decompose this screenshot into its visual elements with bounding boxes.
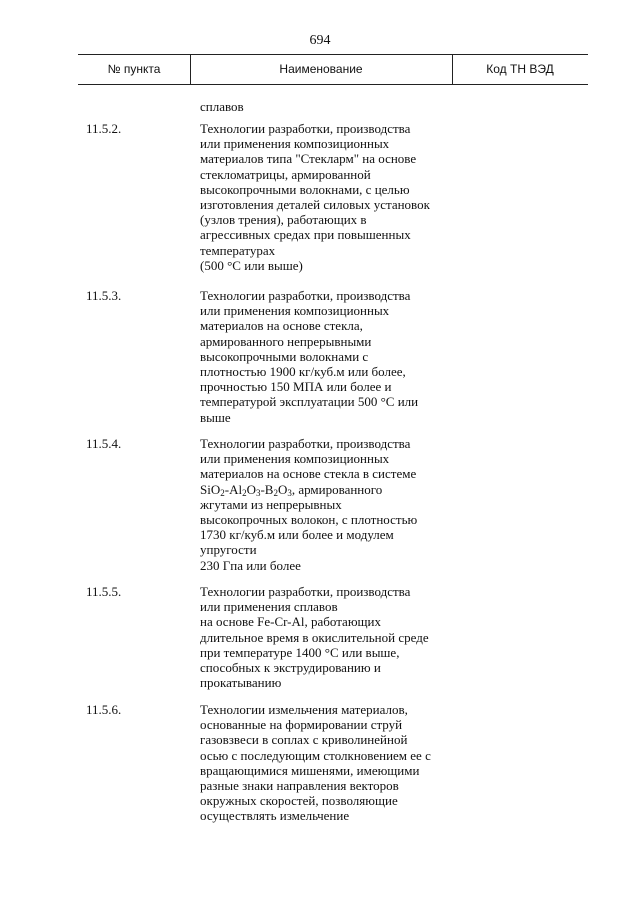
description-line: (500 °C или выше) bbox=[200, 257, 303, 273]
description-line: способных к экструдированию и bbox=[200, 660, 381, 676]
description-line: (узлов трения), работающих в bbox=[200, 212, 367, 228]
subscript: 2 bbox=[242, 487, 247, 498]
header-top-rule bbox=[78, 54, 588, 55]
subscript: 2 bbox=[273, 487, 278, 498]
description-line: Технологии разработки, производства bbox=[200, 584, 411, 599]
entry-description bbox=[200, 288, 470, 425]
description-line: $SiO_2-Al_2O_3-B_2O_3$, армированного bbox=[200, 481, 383, 498]
description-line: упругости bbox=[200, 542, 257, 558]
description-line: температурах bbox=[200, 242, 276, 258]
description-line: материалов на основе стекла, bbox=[200, 318, 363, 334]
description-line: осуществлять измельчение bbox=[200, 808, 350, 824]
description-line: Технологии разработки, производства bbox=[200, 436, 411, 451]
entry-number: 11.5.3. bbox=[86, 288, 122, 303]
description-line: осью с последующим столкновением ее с bbox=[200, 747, 431, 763]
description-line: прочностью 150 МПА или более и bbox=[200, 379, 392, 395]
description-line: или применения композиционных bbox=[200, 303, 390, 319]
entry-description bbox=[200, 702, 470, 824]
description-line: стекломатрицы, армированной bbox=[200, 166, 371, 182]
description-line: материалов типа "Стекларм" на основе bbox=[200, 151, 417, 167]
entry-number: 11.5.2. bbox=[86, 121, 122, 136]
subscript: 3 bbox=[287, 487, 292, 498]
entry-description bbox=[200, 121, 470, 273]
description-line: или применения композиционных bbox=[200, 136, 390, 152]
entry-description bbox=[200, 584, 470, 690]
header-bottom-rule bbox=[78, 84, 588, 85]
description-line: армированного непрерывными bbox=[200, 333, 372, 349]
description-line: высокопрочных волокон, с плотностью bbox=[200, 512, 418, 528]
description-line: газовзвеси в соплах с криволинейной bbox=[200, 732, 408, 748]
subscript: 2 bbox=[220, 487, 225, 498]
description-line: прокатыванию bbox=[200, 675, 282, 691]
description-line: Технологии измельчения материалов, bbox=[200, 702, 408, 717]
description-line: вращающимися мишенями, имеющими bbox=[200, 762, 420, 778]
page-number: 694 bbox=[309, 33, 331, 48]
description-line: температурой эксплуатации 500 °C или bbox=[200, 394, 419, 410]
column-header-number: № пункта bbox=[107, 62, 161, 76]
subscript: 3 bbox=[255, 487, 261, 498]
continuation-text bbox=[200, 99, 470, 114]
description-line: основанные на формировании струй bbox=[200, 717, 403, 733]
description-line: 1730 кг/куб.м или более и модулем bbox=[200, 527, 394, 543]
description-line: выше bbox=[200, 409, 231, 425]
column-header-name: Наименование bbox=[279, 62, 363, 76]
description-line: высокопрочными волокнами с bbox=[200, 348, 369, 364]
description-line: изготовления деталей силовых установок bbox=[200, 197, 430, 213]
description-line: или применения сплавов bbox=[200, 599, 338, 615]
description-line: агрессивных средах при повышенных bbox=[200, 227, 411, 243]
entry-number: 11.5.5. bbox=[86, 584, 122, 599]
description-line: Технологии разработки, производства bbox=[200, 288, 411, 303]
description-line: материалов на основе стекла в системе bbox=[200, 466, 417, 482]
entry-description bbox=[200, 436, 470, 573]
description-line: длительное время в окислительной среде bbox=[200, 629, 429, 645]
description-line: жгутами из непрерывных bbox=[200, 496, 342, 512]
entry-number: 11.5.4. bbox=[86, 436, 122, 451]
entry-number: 11.5.6. bbox=[86, 702, 122, 717]
description-line: окружных скоростей, позволяющие bbox=[200, 793, 398, 809]
description-line: Технологии разработки, производства bbox=[200, 121, 411, 136]
description-line: 230 Гпа или более bbox=[200, 557, 301, 573]
description-line: высокопрочными волокнами, с целью bbox=[200, 181, 410, 197]
continuation-line: сплавов bbox=[200, 99, 244, 114]
column-header-code: Код ТН ВЭД bbox=[486, 62, 554, 76]
description-line: на основе Fe-Cr-Al, работающих bbox=[200, 614, 382, 630]
description-line: при температуре 1400 °C или выше, bbox=[200, 644, 400, 660]
description-line: плотностью 1900 кг/куб.м или более, bbox=[200, 364, 406, 380]
description-line: разные знаки направления векторов bbox=[200, 778, 399, 794]
description-line: или применения композиционных bbox=[200, 451, 390, 467]
